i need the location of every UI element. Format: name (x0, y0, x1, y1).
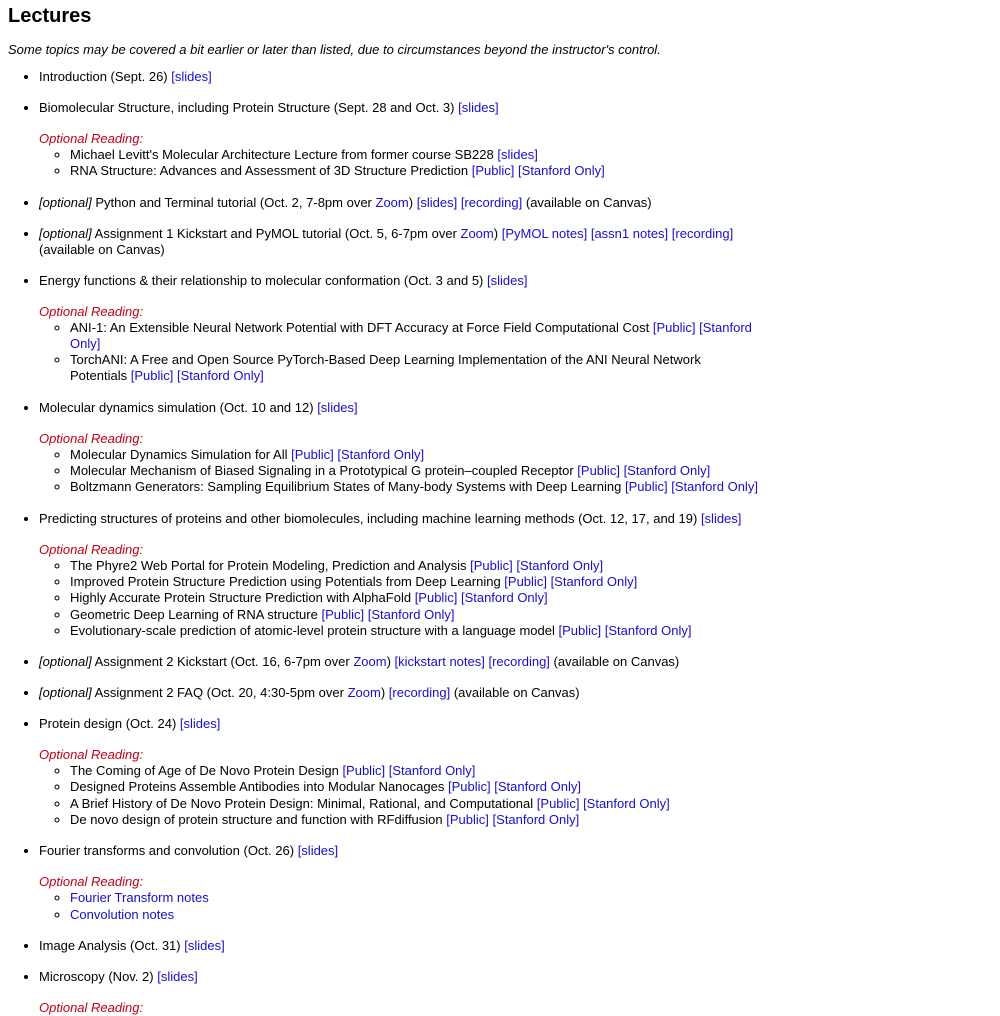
reading-item (70, 352, 759, 385)
public-link[interactable]: [Public] (471, 163, 515, 179)
lecture-title: Protein design (Oct. 24) (39, 716, 177, 732)
lecture-item (39, 716, 759, 828)
availability-note: (available on Canvas) (453, 685, 580, 701)
reading-item (70, 447, 759, 463)
lecture-title: Biomolecular Structure, including Protein Structure (Sept. 28 and Oct. 3) (39, 100, 455, 115)
reading-item (70, 574, 759, 590)
lecture-title: Assignment 2 FAQ (Oct. 20, 4:30-5pm over (94, 685, 344, 701)
stanford-only-link[interactable]: [Stanford Only] (623, 463, 711, 479)
lecture-title: Fourier transforms and convolution (Oct. 26) (39, 843, 295, 859)
slides-link[interactable]: [slides] (317, 399, 358, 415)
zoom-close-paren: ) (493, 225, 499, 241)
reading-title: Michael Levitt's Molecular Architecture Lecture from former course SB228 (70, 147, 494, 162)
reading-title: Boltzmann Generators: Sampling Equilibrium States of Many-body Systems with Deep Learning (70, 479, 622, 495)
schedule-note: Some topics may be covered a bit earlier or later than listed, due to circumstances beyond the instructor's control. (8, 42, 661, 57)
slides-link[interactable]: [slides] (297, 843, 339, 859)
lecture-title: Python and Terminal tutorial (Oct. 2, 7-8pm over (95, 194, 372, 210)
reading-item (70, 590, 759, 606)
public-link[interactable]: [Public] (536, 795, 580, 811)
reading-title: The Phyre2 Web Portal for Protein Modeling, Prediction and Analysis (70, 557, 467, 573)
reading-title: The Coming of Age of De Novo Protein Design (70, 763, 339, 779)
lecture-item (39, 685, 759, 701)
lecture-item (39, 938, 759, 954)
stanford-only-link[interactable]: [Stanford Only] (518, 163, 605, 179)
lecture-item (39, 226, 759, 258)
optional-reading-heading: Optional Reading: (39, 747, 144, 763)
recording-link[interactable]: [recording] (460, 194, 523, 210)
availability-note: (available on Canvas) (525, 194, 652, 210)
stanford-only-link[interactable]: [Stanford Only] (70, 319, 752, 351)
stanford-only-link[interactable]: [Stanford Only] (492, 812, 580, 828)
lecture-title: Assignment 1 Kickstart and PyMOL tutorial (Oct. 5, 6-7pm over (94, 225, 457, 241)
lecture-item (39, 400, 759, 496)
reading-title: ANI-1: An Extensible Neural Network Potential with DFT Accuracy at Force Field Computational Cost (70, 319, 650, 335)
reading-title: De novo design of protein structure and function with RFdiffusion (70, 812, 443, 828)
stanford-only-link[interactable]: [Stanford Only] (604, 622, 692, 638)
slides-link[interactable]: [slides] (487, 272, 528, 288)
slides-link[interactable]: [slides] (171, 69, 212, 84)
public-link[interactable]: [Public] (470, 557, 513, 573)
lecture-item (39, 100, 759, 180)
availability-note: (available on Canvas) (553, 654, 680, 670)
assn1-notes-link[interactable]: [assn1 notes] (590, 225, 669, 241)
reading-title: Highly Accurate Protein Structure Prediction with AlphaFold (70, 590, 412, 606)
lecture-title: Predicting structures of proteins and other biomolecules, including machine learning methods (Oct. 12, 17, and 19) (39, 510, 698, 526)
reading-list (39, 320, 759, 385)
public-link[interactable]: [Public] (447, 779, 491, 795)
reading-item (70, 463, 759, 479)
slides-link[interactable]: [slides] (458, 100, 499, 115)
public-link[interactable]: [Public] (624, 479, 668, 495)
optional-reading-heading: Optional Reading: (39, 999, 144, 1015)
lecture-title: Molecular dynamics simulation (Oct. 10 and 12) (39, 399, 314, 415)
stanford-only-link[interactable]: [Stanford Only] (460, 590, 548, 606)
stanford-only-link[interactable]: [Stanford Only] (550, 573, 638, 589)
stanford-only-link[interactable]: [Stanford Only] (176, 368, 264, 384)
lecture-item (39, 654, 759, 670)
optional-reading-heading: Optional Reading: (39, 874, 144, 890)
lecture-title: Energy functions & their relationship to molecular conformation (Oct. 3 and 5) (39, 272, 484, 288)
reading-title: TorchANI: A Free and Open Source PyTorch-Based Deep Learning Implementation of the ANI Neural Network Potentials (70, 352, 701, 384)
lecture-item (39, 195, 759, 211)
slides-link[interactable]: [slides] (416, 194, 458, 210)
public-link[interactable]: [Public] (652, 319, 696, 335)
slides-link[interactable]: [slides] (700, 510, 742, 526)
reading-list (39, 447, 759, 496)
recording-link[interactable]: [recording] (388, 685, 451, 701)
public-link[interactable]: [Public] (577, 463, 620, 479)
stanford-only-link[interactable]: [Stanford Only] (337, 446, 425, 462)
lecture-item (39, 69, 759, 85)
reading-item (70, 147, 759, 163)
reading-item (70, 558, 759, 574)
zoom-close-paren: ) (386, 654, 391, 670)
slides-link[interactable]: [slides] (497, 147, 538, 162)
reading-item (70, 812, 759, 828)
optional-tag: [optional] (39, 225, 92, 241)
optional-tag: [optional] (39, 654, 92, 670)
reading-title: Designed Proteins Assemble Antibodies into Modular Nanocages (70, 779, 445, 795)
reading-title: Molecular Mechanism of Biased Signaling in a Prototypical G protein–coupled Receptor (70, 463, 574, 479)
optional-reading-heading: Optional Reading: (39, 303, 144, 319)
lecture-item (39, 843, 759, 923)
pymol-notes-link[interactable]: [PyMOL notes] (501, 225, 588, 241)
reading-title: RNA Structure: Advances and Assessment of 3D Structure Prediction (70, 163, 469, 179)
reading-item (70, 907, 759, 923)
slides-link[interactable]: [slides] (157, 968, 198, 984)
zoom-link[interactable]: Zoom (375, 194, 409, 210)
optional-reading-heading: Optional Reading: (39, 430, 144, 446)
optional-reading-heading: Optional Reading: (39, 131, 144, 146)
optional-tag: [optional] (39, 194, 92, 210)
reading-title: Improved Protein Structure Prediction using Potentials from Deep Learning (70, 573, 501, 589)
stanford-only-link[interactable]: [Stanford Only] (583, 795, 670, 811)
lecture-title: Assignment 2 Kickstart (Oct. 16, 6-7pm over (94, 654, 350, 670)
reading-list (39, 890, 759, 923)
zoom-close-paren: ) (380, 685, 386, 701)
reading-item (70, 796, 759, 812)
lecture-title: Introduction (Sept. 26) (39, 69, 168, 84)
reading-list (39, 763, 759, 828)
reading-item (70, 890, 759, 906)
reading-list (39, 558, 759, 639)
reading-title: Evolutionary-scale prediction of atomic-level protein structure with a language model (70, 622, 555, 638)
recording-link[interactable]: [recording] (488, 654, 550, 670)
reading-item (70, 607, 759, 623)
zoom-link[interactable]: Zoom (353, 654, 387, 670)
reading-title: A Brief History of De Novo Protein Design: Minimal, Rational, and Computational (70, 795, 534, 811)
reading-item (70, 623, 759, 639)
public-link[interactable]: [Public] (321, 606, 365, 622)
kickstart-notes-link[interactable]: [kickstart notes] (394, 654, 485, 670)
stanford-only-link[interactable]: [Stanford Only] (367, 606, 455, 622)
reading-title: Geometric Deep Learning of RNA structure (70, 606, 318, 622)
public-link[interactable]: [Public] (342, 763, 386, 779)
public-link[interactable]: [Public] (558, 622, 602, 638)
lecture-item (39, 273, 759, 385)
zoom-close-paren: ) (408, 194, 414, 210)
reading-item (70, 320, 759, 353)
lecture-list (8, 69, 759, 1016)
optional-reading-heading: Optional Reading: (39, 541, 144, 557)
lecture-item (39, 969, 759, 1016)
stanford-only-link[interactable]: [Stanford Only] (671, 479, 758, 495)
stanford-only-link[interactable]: [Stanford Only] (388, 763, 476, 779)
stanford-only-link[interactable]: [Stanford Only] (516, 557, 604, 573)
optional-tag: [optional] (39, 685, 92, 701)
slides-link[interactable]: [slides] (184, 937, 225, 953)
fourier-transform-notes-link[interactable]: Fourier Transform notes (70, 890, 209, 906)
recording-link[interactable]: [recording] (671, 225, 734, 241)
reading-item (70, 763, 759, 779)
reading-title: Molecular Dynamics Simulation for All (70, 446, 288, 462)
lecture-item (39, 511, 759, 639)
zoom-link[interactable]: Zoom (460, 225, 494, 241)
availability-note: (available on Canvas) (39, 241, 165, 257)
reading-item (70, 779, 759, 795)
zoom-link[interactable]: Zoom (347, 685, 381, 701)
reading-list (39, 147, 759, 180)
slides-link[interactable]: [slides] (179, 716, 221, 732)
public-link[interactable]: [Public] (130, 368, 174, 384)
reading-item (70, 479, 759, 495)
convolution-notes-link[interactable]: Convolution notes (70, 906, 175, 922)
public-link[interactable]: [Public] (291, 446, 334, 462)
stanford-only-link[interactable]: [Stanford Only] (494, 779, 581, 795)
reading-item (70, 163, 759, 179)
public-link[interactable]: [Public] (414, 590, 458, 606)
public-link[interactable]: [Public] (446, 812, 489, 828)
page-title: Lectures (8, 5, 92, 27)
public-link[interactable]: [Public] (504, 573, 547, 589)
lecture-title: Microscopy (Nov. 2) (39, 968, 154, 984)
lecture-title: Image Analysis (Oct. 31) (39, 937, 181, 953)
